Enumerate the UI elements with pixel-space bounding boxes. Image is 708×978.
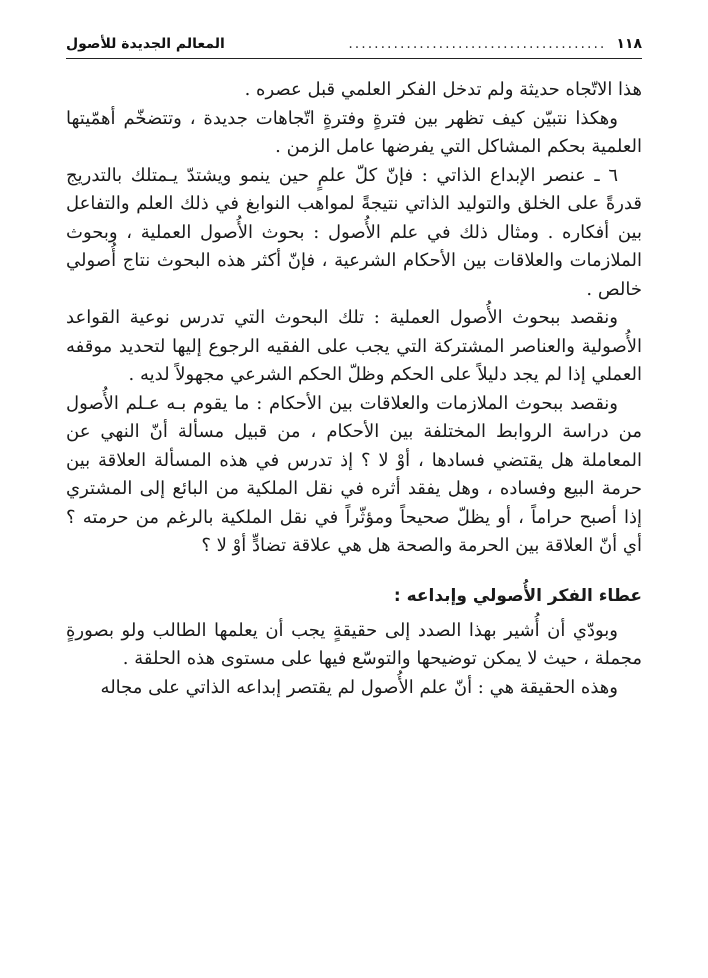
section-heading: عطاء الفكر الأُصولي وإبداعه : [393, 585, 642, 606]
header-dot-leader: ........................................ [348, 36, 607, 52]
paragraph: ونقصد ببحوث الأُصول العملية : تلك البحوث التي تدرس نوعية القواعد الأُصولية والعناصر المشتركة التي يجب على الفقيه الرجوع إليها لتحديد موقفه العملي إذا لم يجد دليلاً على الحكم وظلّ الحكم الشرعي مجهولاً لديه . [66, 307, 642, 385]
page-number: ١١٨ [616, 36, 642, 52]
page-header [66, 32, 642, 59]
paragraph: وهذه الحقيقة هي : أنّ علم الأُصول لم يقتصر إبداعه الذاتي على مجاله [100, 676, 618, 698]
paragraph: وبودّي أن أُشير بهذا الصدد إلى حقيقةٍ يجب أن يعلمها الطالب ولو بصورةٍ مجملة ، حيث لا يمكن توضيحها والتوسّع فيها على مستوى هذه الحلقة . [66, 619, 642, 669]
paragraph: وهكذا نتبيّن كيف تظهر بين فترةٍ وفترةٍ اتّجاهات جديدة ، وتتضخّم أهمّيتها العلمية بحكم المشاكل التي يفرضها عامل الزمن . [66, 107, 642, 157]
paragraph: ونقصد ببحوث الملازمات والعلاقات بين الأحكام : ما يقوم بـه عـلم الأُصول من دراسة الروابط المختلفة بين الأحكام ، من قبيل مسألة أنّ النهي عن المعاملة هل يقتضي فسادها ، أوْ لا ؟ إذ تدرس في هذه المسألة العلاقة بين حرمة البيع وفساده ، وهل يفقد أثره في نقل الملكية من البائع إلى المشتري إذا أصبح حراماً ، أو يظلّ صحيحاً ومؤثّراً في نقل الملكية بالرغم من حرمته ؟ أي أنّ العلاقة بين الحرمة والصحة هل هي علاقة تضادٍّ أوْ لا ؟ [66, 392, 642, 556]
running-title: المعالم الجديدة للأصول [66, 36, 225, 52]
paragraph: هذا الاتّجاه حديثة ولم تدخل الفكر العلمي قبل عصره . [244, 79, 642, 100]
paragraph: ٦ ـ عنصر الإبداع الذاتي : فإنّ كلّ علمٍ حين ينمو ويشتدّ يـمتلك بالتدريج قدرةً على الخلق والتوليد الذاتي نتيجةً لمواهب النوابغ في ذلك العلم والتفاعل بين أفكاره . ومثال ذلك في علم الأُصول : بحوث الأُصول العملية ، وبحوث الملازمات والعلاقات بين الأحكام الشرعية ، فإنّ أكثر هذه البحوث نتاج أُصولي خالص . [66, 164, 642, 300]
page-body [66, 76, 642, 702]
